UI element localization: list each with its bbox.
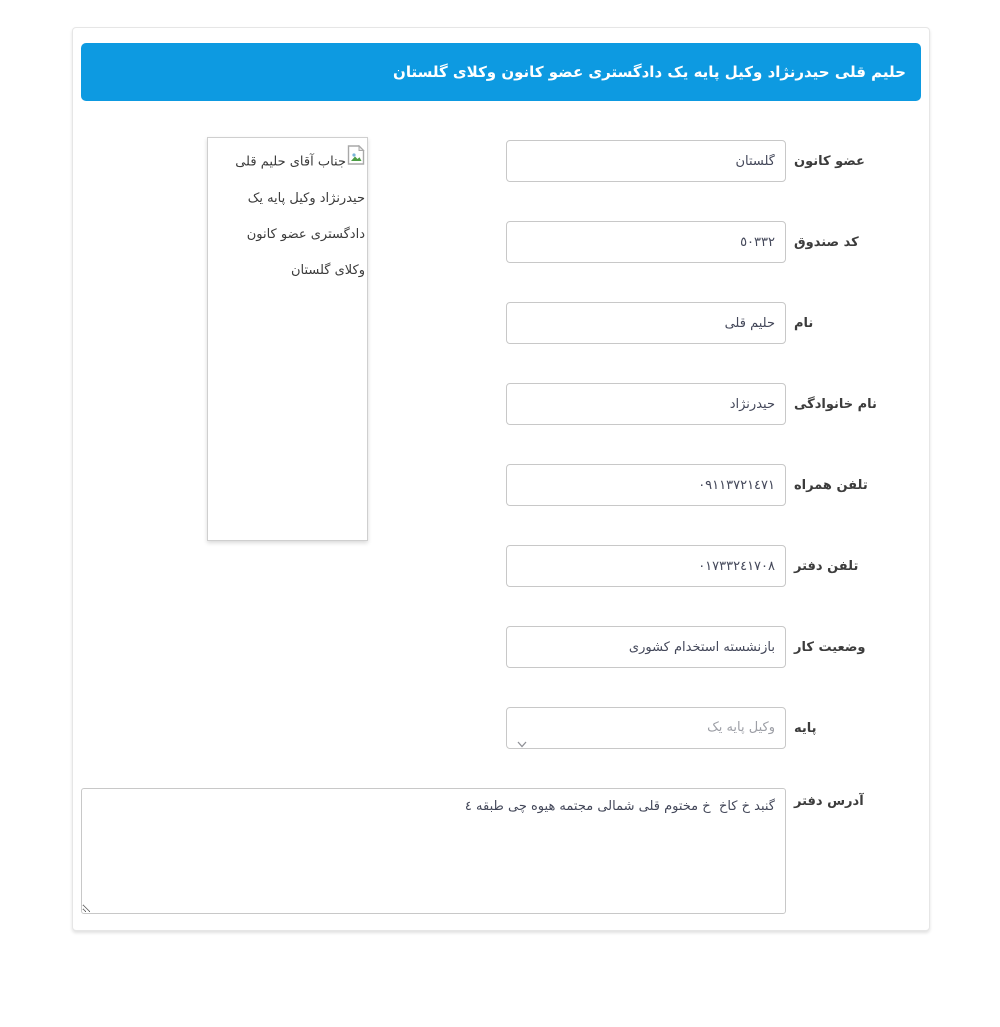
first-name-input[interactable]: [506, 302, 786, 344]
broken-image-icon: [347, 144, 365, 180]
profile-photo-placeholder: [207, 137, 368, 541]
profile-card: [72, 27, 930, 931]
work-status-input[interactable]: [506, 626, 786, 668]
form-row-office-address: [81, 788, 921, 914]
bar-membership-input[interactable]: [506, 140, 786, 182]
grade-select[interactable]: [506, 707, 786, 749]
grade-select-value: وکیل پایه یک: [707, 720, 775, 735]
last-name-label: نام خانوادگی: [794, 396, 877, 412]
photo-alt-text: جناب آقای حلیم قلی حیدرنژاد وکیل پایه یک دادگستری عضو کانون وکلای گلستان: [235, 154, 365, 278]
bar-membership-label: عضو کانون: [794, 153, 865, 169]
form-row-office-phone: [81, 545, 921, 587]
grade-label: پایه: [794, 720, 817, 736]
form-row-work-status: [81, 626, 921, 668]
office-phone-input[interactable]: [506, 545, 786, 587]
mobile-phone-input[interactable]: [506, 464, 786, 506]
office-phone-label: تلفن دفتر: [794, 558, 859, 574]
work-status-label: وضعیت کار: [794, 639, 866, 655]
chevron-down-icon: [517, 725, 527, 765]
office-address-textarea[interactable]: [81, 788, 786, 914]
form-row-grade: [81, 707, 921, 749]
mobile-phone-label: تلفن همراه: [794, 477, 868, 493]
last-name-input[interactable]: [506, 383, 786, 425]
first-name-label: نام: [794, 315, 814, 331]
office-address-label: آدرس دفتر: [794, 794, 864, 809]
fund-code-input[interactable]: [506, 221, 786, 263]
page-title: حلیم قلی حیدرنژاد وکیل پایه یک دادگستری عضو کانون وکلای گلستان: [81, 43, 921, 101]
fund-code-label: کد صندوق: [794, 234, 859, 250]
